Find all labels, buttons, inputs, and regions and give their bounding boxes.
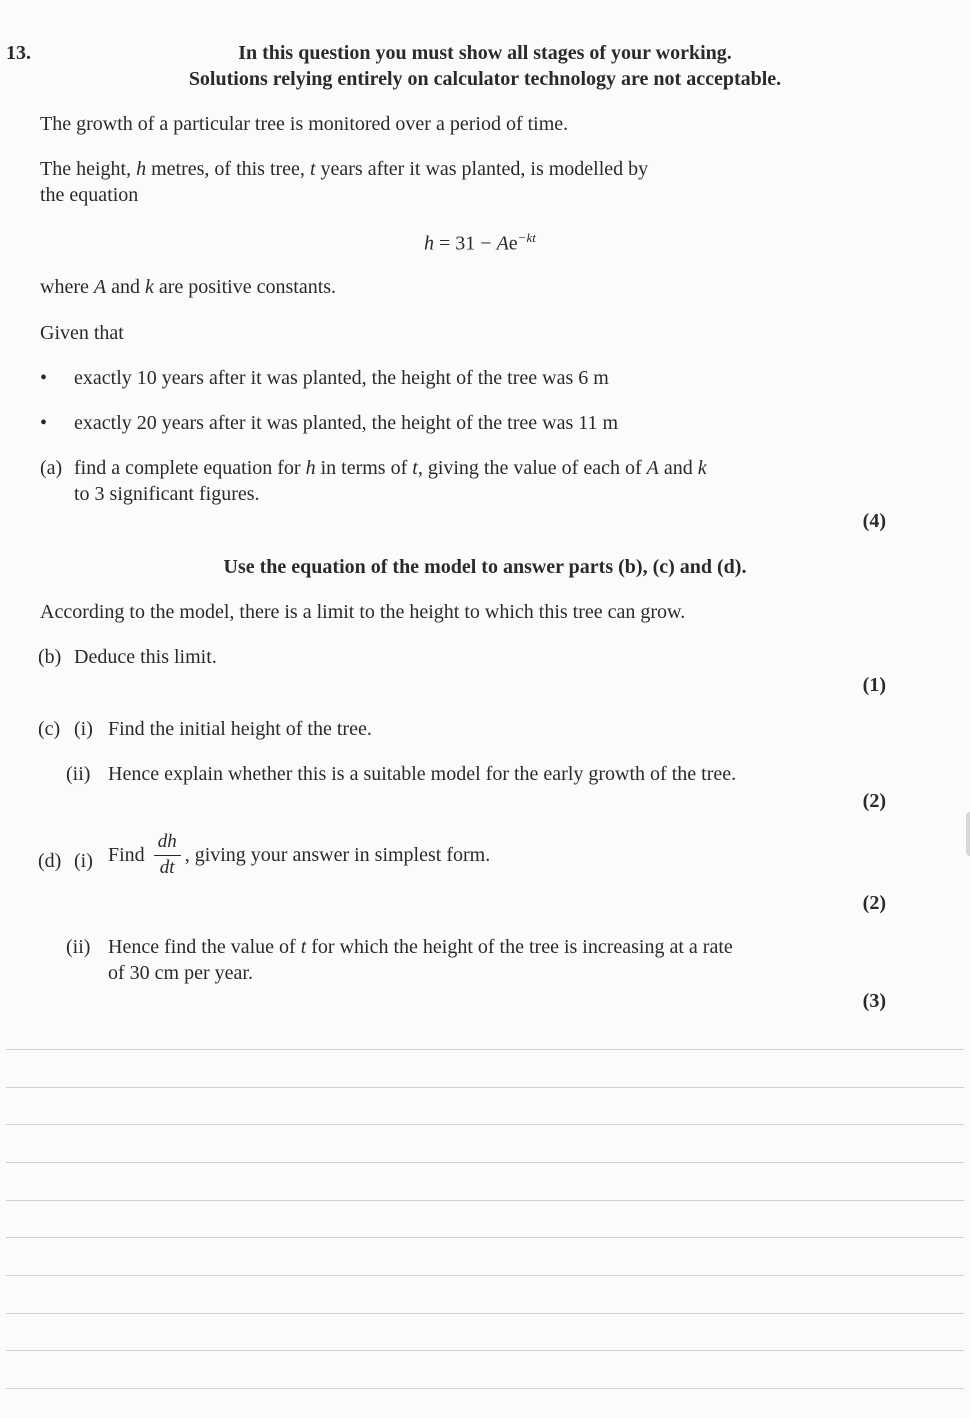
- part-c-i-text: Find the initial height of the tree.: [108, 718, 372, 740]
- bullet-1: • exactly 10 years after it was planted, the height of the tree was 6 m: [40, 367, 609, 389]
- answer-line: [6, 1350, 964, 1351]
- part-b-text: Deduce this limit.: [74, 646, 217, 668]
- limit-text: According to the model, there is a limit to the height to which this tree can grow.: [40, 601, 686, 623]
- bullet-icon: •: [40, 367, 48, 389]
- model-heading: Use the equation of the model to answer parts (b), (c) and (d).: [223, 556, 747, 578]
- answer-line: [6, 1049, 964, 1050]
- part-a-label: (a): [40, 457, 63, 479]
- part-b-label: (b): [38, 646, 62, 668]
- instruction-line-1: In this question you must show all stages of your working.: [238, 42, 732, 64]
- derivative-fraction: $\frac{dh}{dt}$: [154, 832, 181, 879]
- part-d-ii-label: (ii): [66, 936, 91, 958]
- instruction-line-2: Solutions relying entirely on calculator technology are not acceptable.: [188, 68, 782, 90]
- answer-line: [6, 1313, 964, 1314]
- answer-line: [6, 1087, 964, 1088]
- answer-line: [6, 1388, 964, 1389]
- answer-line: [6, 1162, 964, 1163]
- bullet-2: • exactly 20 years after it was planted, the height of the tree was 11 m: [40, 412, 619, 434]
- answer-line: [6, 1200, 964, 1201]
- part-d-i-label: (i): [74, 850, 93, 872]
- part-c-label: (c): [38, 718, 61, 740]
- part-b-marks: (1): [862, 674, 886, 696]
- part-d-label: (d): [38, 850, 62, 872]
- model-text-line-2: the equation: [40, 184, 139, 206]
- given-text: Given that: [40, 322, 124, 344]
- model-equation: $h = 31 - Ae^{-kt}$: [424, 230, 536, 255]
- part-d-i-marks: (2): [862, 892, 886, 914]
- question-number: 13.: [6, 42, 31, 64]
- part-a-marks: (4): [862, 510, 886, 532]
- part-c-i-label: (i): [74, 718, 93, 740]
- part-d-ii-line-2: of 30 cm per year.: [108, 962, 253, 984]
- part-d-ii-line-1: Hence find the value of t for which the height of the tree is increasing at a rate: [108, 936, 733, 958]
- answer-line: [6, 1237, 964, 1238]
- constants-text: where A and k are positive constants.: [40, 276, 337, 298]
- intro-text: The growth of a particular tree is monitored over a period of time.: [40, 113, 569, 135]
- part-d-i-text: Find $\frac{dh}{dt}$ , giving your answer in simplest form.: [108, 831, 491, 878]
- scroll-edge-tab[interactable]: [966, 812, 970, 856]
- answer-line: [6, 1124, 964, 1125]
- model-text-line-1: The height, h metres, of this tree, t years after it was planted, is modelled by: [40, 158, 649, 180]
- part-a-line-1: find a complete equation for h in terms of t, giving the value of each of A and k: [74, 457, 707, 479]
- answer-line: [6, 1275, 964, 1276]
- part-d-ii-marks: (3): [862, 990, 886, 1012]
- part-c-marks: (2): [862, 790, 886, 812]
- bullet-icon: •: [40, 412, 48, 434]
- part-c-ii-text: Hence explain whether this is a suitable model for the early growth of the tree.: [108, 763, 737, 785]
- part-c-ii-label: (ii): [66, 763, 91, 785]
- part-a-line-2: to 3 significant figures.: [74, 483, 260, 505]
